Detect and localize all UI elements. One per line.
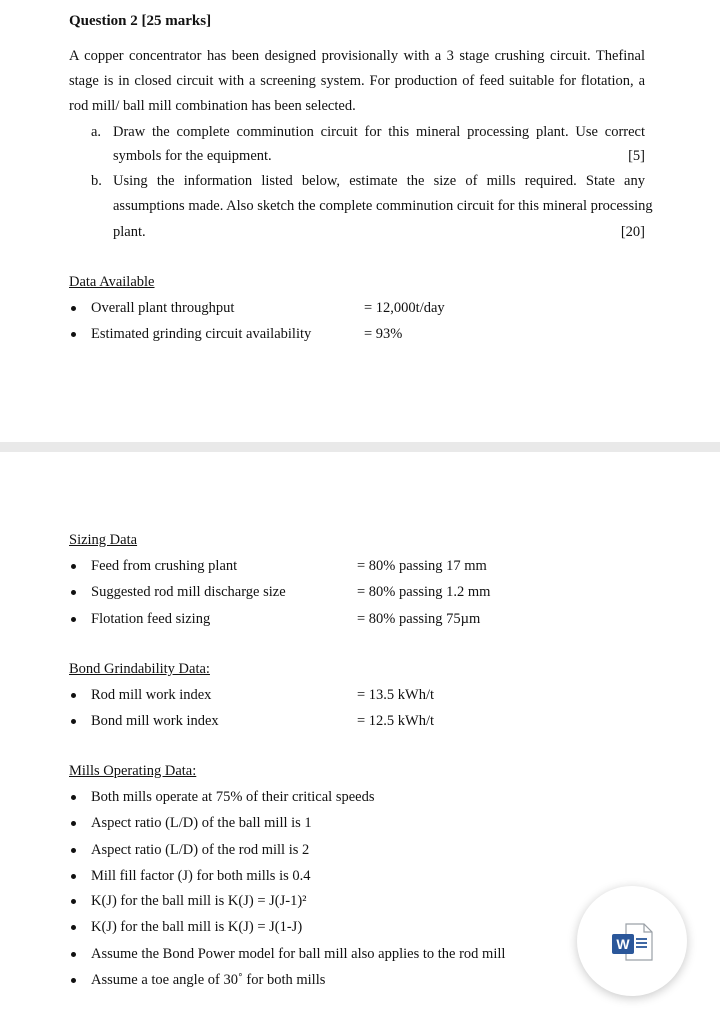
open-in-word-button[interactable] xyxy=(577,886,687,996)
mills-item-6: K(J) for the ball mill is K(J) = J(1-J) xyxy=(91,919,303,935)
intro-line-2: stage is in closed circuit with a screening system. For production of feed suitable for flotation, a xyxy=(69,73,645,89)
word-letter: W xyxy=(616,936,630,952)
bond-label-1: Rod mill work index xyxy=(91,687,212,703)
sizing-value-1: = 80% passing 17 mm xyxy=(357,558,487,574)
mills-item-1: Both mills operate at 75% of their critical speeds xyxy=(91,789,375,805)
bond-data-heading: Bond Grindability Data: xyxy=(69,661,210,677)
data-available-value-1: = 12,000t/day xyxy=(364,300,445,316)
intro-line-1: A copper concentrator has been designed provisionally with a 3 stage crushing circuit. Thefinal xyxy=(69,48,645,64)
sizing-value-3: = 80% passing 75µm xyxy=(357,611,481,627)
sizing-value-2: = 80% passing 1.2 mm xyxy=(357,584,491,600)
data-available-label-2: Estimated grinding circuit availability xyxy=(91,326,312,342)
sizing-label-1: Feed from crushing plant xyxy=(91,558,238,574)
sizing-label-3: Flotation feed sizing xyxy=(91,611,211,627)
part-b-line-1: Using the information listed below, estimate the size of mills required. State any xyxy=(113,173,645,189)
part-a-line-2: symbols for the equipment. xyxy=(113,148,272,164)
bond-value-1: = 13.5 kWh/t xyxy=(357,687,435,703)
part-b-marks: [20] xyxy=(620,224,645,240)
mills-item-5: K(J) for the ball mill is K(J) = J(J-1)² xyxy=(91,893,307,909)
bond-label-2: Bond mill work index xyxy=(91,713,219,729)
data-available-heading: Data Available xyxy=(69,274,155,290)
sizing-label-2: Suggested rod mill discharge size xyxy=(91,584,286,600)
data-available-value-2: = 93% xyxy=(364,326,403,342)
word-document-icon xyxy=(610,922,654,962)
part-a-line-1: Draw the complete comminution circuit for this mineral processing plant. Use correct xyxy=(113,124,645,140)
intro-line-3: rod mill/ ball mill combination has been selected. xyxy=(69,98,356,114)
mills-item-8: Assume a toe angle of 30˚ for both mills xyxy=(91,972,326,988)
mills-item-7: Assume the Bond Power model for ball mill also applies to the rod mill xyxy=(91,946,506,962)
mills-item-3: Aspect ratio (L/D) of the rod mill is 2 xyxy=(91,842,310,858)
part-a-marks: [5] xyxy=(628,148,645,164)
part-b-line-2: assumptions made. Also sketch the complete comminution circuit for this mineral processing xyxy=(113,198,653,214)
part-b-letter: b. xyxy=(91,173,102,189)
part-a-letter: a. xyxy=(91,124,102,140)
bond-value-2: = 12.5 kWh/t xyxy=(357,713,435,729)
mills-data-heading: Mills Operating Data: xyxy=(69,763,197,779)
mills-item-2: Aspect ratio (L/D) of the ball mill is 1 xyxy=(91,815,312,831)
question-title: Question 2 [25 marks] xyxy=(69,13,212,29)
data-available-label-1: Overall plant throughput xyxy=(91,300,235,316)
part-b-line-3: plant. xyxy=(113,224,146,240)
mills-item-4: Mill fill factor (J) for both mills is 0.4 xyxy=(91,868,311,884)
document-page-1 xyxy=(0,0,720,442)
sizing-data-heading: Sizing Data xyxy=(69,532,138,548)
